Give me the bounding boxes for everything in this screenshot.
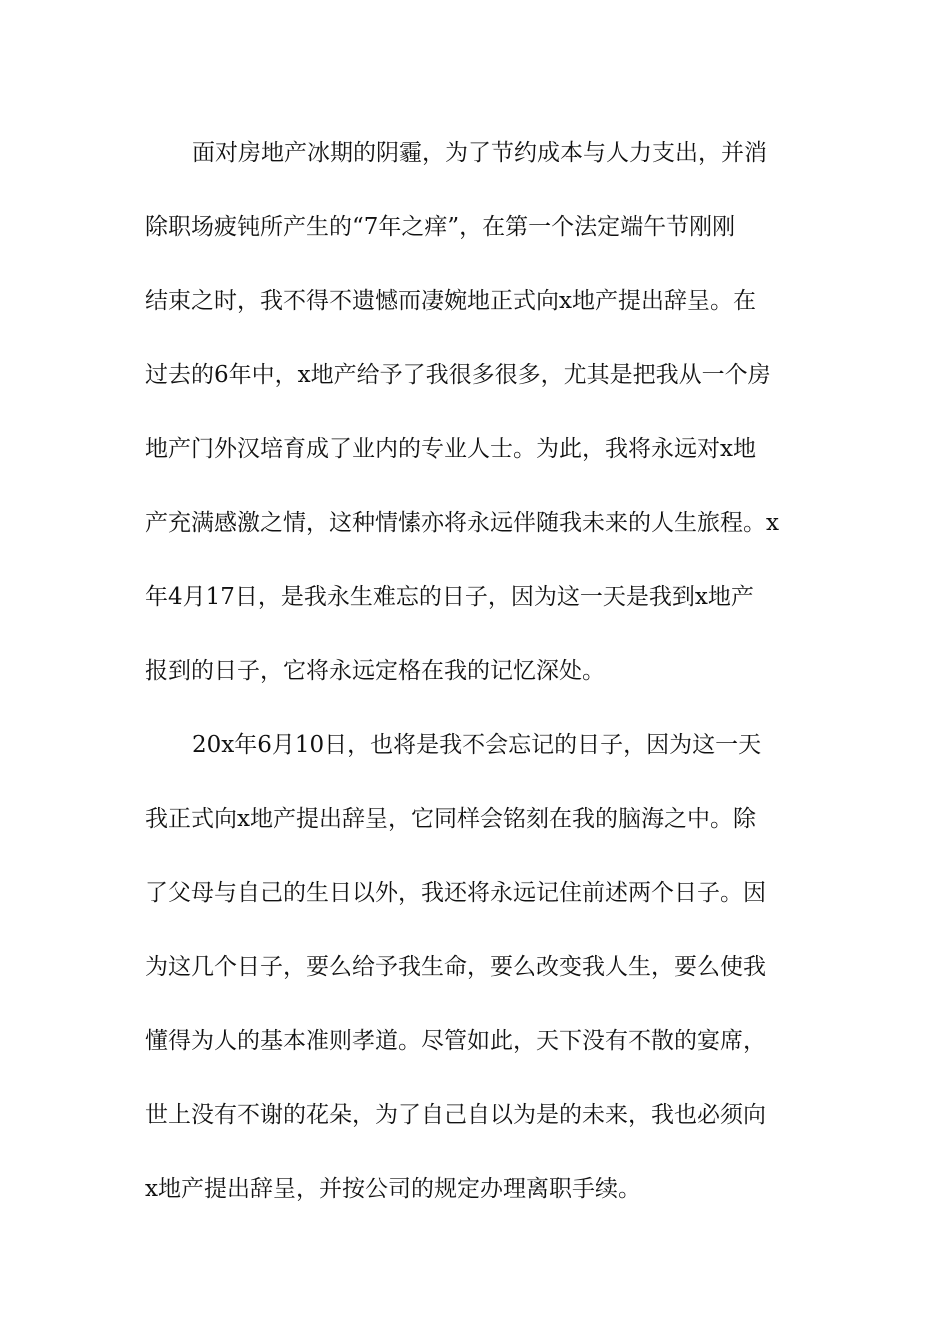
text-line: 除职场疲钝所产生的“7年之痒”，在第一个法定端午节刚刚	[145, 214, 736, 240]
text-line: 我正式向x地产提出辞呈，它同样会铭刻在我的脑海之中。除	[145, 806, 756, 832]
text-line: 地产门外汉培育成了业内的专业人士。为此，我将永远对x地	[145, 436, 756, 462]
text-line: 面对房地产冰期的阴霾，为了节约成本与人力支出，并消	[192, 140, 767, 166]
text-line: 20x年6月10日，也将是我不会忘记的日子，因为这一天	[192, 732, 762, 758]
text-line: 过去的6年中，x地产给予了我很多很多，尤其是把我从一个房	[145, 362, 771, 388]
document-body	[145, 127, 810, 1237]
text-line: 世上没有不谢的花朵，为了自己自以为是的未来，我也必须向	[145, 1102, 766, 1128]
text-line: 年4月17日，是我永生难忘的日子，因为这一天是我到x地产	[145, 584, 754, 610]
text-line: 报到的日子，它将永远定格在我的记忆深处。	[145, 658, 605, 684]
text-line: 了父母与自己的生日以外，我还将永远记住前述两个日子。因	[145, 880, 766, 906]
paragraph-1	[145, 127, 810, 697]
text-line: 为这几个日子，要么给予我生命，要么改变我人生，要么使我	[145, 954, 766, 980]
text-line: 产充满感激之情，这种情愫亦将永远伴随我未来的人生旅程。x	[145, 510, 779, 536]
text-line: 懂得为人的基本准则孝道。尽管如此，天下没有不散的宴席，	[145, 1028, 766, 1054]
text-line: 结束之时，我不得不遗憾而凄婉地正式向x地产提出辞呈。在	[145, 288, 756, 314]
text-line: x地产提出辞呈，并按公司的规定办理离职手续。	[145, 1176, 641, 1202]
paragraph-2	[145, 719, 810, 1215]
